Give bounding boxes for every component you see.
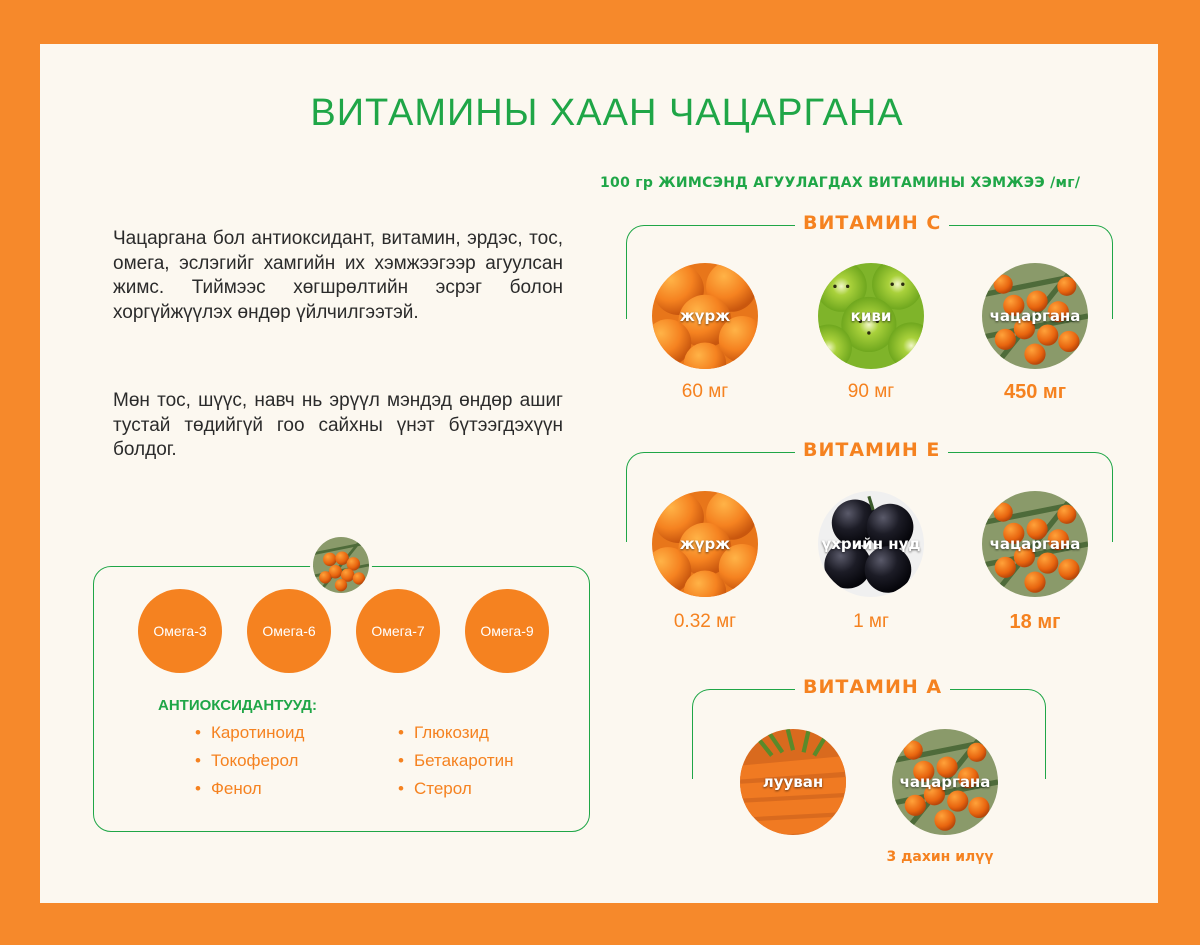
list-item: • Каротиноид bbox=[195, 719, 304, 747]
page-title: ВИТАМИНЫ ХААН ЧАЦАРГАНА bbox=[310, 92, 904, 134]
sea-buckthorn-icon bbox=[982, 263, 1088, 369]
intro-paragraph-1: Чацаргана бол антиоксидант, витамин, эрдэс, тос, омега, эслэгийг хамгийн их хэмжээгээр агуулсан жимс. Тиймээс хөгшрөлтийн эсрэг болон хоргүйжүүлэх өндөр үйлчилгээтэй. bbox=[113, 228, 563, 323]
fruit-label: жүрж bbox=[679, 534, 731, 553]
vitamin-chart-subtitle: 100 гр ЖИМСЭНД АГУУЛАГДАХ ВИТАМИНЫ ХЭМЖЭЭ /мг/ bbox=[600, 175, 1081, 191]
amount-blackcurrant-vitamin-e: 1 мг bbox=[853, 611, 889, 632]
orange-fruit-icon bbox=[652, 263, 758, 369]
intro-paragraph-2: Мөн тос, шүүс, навч нь эрүүл мэндэд өндөр ашиг тустай төдийгүй гоо сайхны үнэт бүтээгдэхүүн болдог. bbox=[113, 390, 563, 460]
omega-9-badge: Омега-9 bbox=[465, 589, 549, 673]
sea-buckthorn-icon bbox=[310, 534, 372, 596]
fruit-label: лууван bbox=[762, 772, 824, 791]
antioxidants-list-left bbox=[195, 719, 304, 803]
list-item: • Глюкозид bbox=[398, 719, 514, 747]
amount-seabuckthorn-vitamin-e: 18 мг bbox=[1009, 611, 1061, 633]
vitamin-a-label: ВИТАМИН А bbox=[795, 676, 950, 698]
fruit-label: чацаргана bbox=[989, 534, 1081, 553]
kiwi-fruit-icon bbox=[818, 263, 924, 369]
fruit-label: үхрийн нүд bbox=[821, 534, 921, 553]
list-item: • Фенол bbox=[195, 775, 304, 803]
sea-buckthorn-icon bbox=[982, 491, 1088, 597]
omega-3-badge: Омега-3 bbox=[138, 589, 222, 673]
fruit-label: жүрж bbox=[679, 306, 731, 325]
vitamin-e-label: ВИТАМИН Е bbox=[795, 439, 948, 461]
omega-6-badge: Омега-6 bbox=[247, 589, 331, 673]
amount-kiwi-vitamin-c: 90 мг bbox=[847, 381, 895, 402]
amount-orange-vitamin-c: 60 мг bbox=[681, 381, 729, 402]
carrot-icon bbox=[740, 729, 846, 835]
vitamin-a-note: 3 дахин илүү bbox=[886, 849, 994, 865]
list-item: • Бетакаротин bbox=[398, 747, 514, 775]
fruit-label: чацаргана bbox=[899, 772, 991, 791]
amount-orange-vitamin-e: 0.32 мг bbox=[673, 611, 737, 632]
antioxidants-list-right bbox=[398, 719, 514, 803]
sea-buckthorn-photo bbox=[313, 537, 369, 593]
list-item: • Стерол bbox=[398, 775, 514, 803]
fruit-label: чацаргана bbox=[989, 306, 1081, 325]
amount-seabuckthorn-vitamin-c: 450 мг bbox=[1003, 381, 1067, 403]
list-item: • Токоферол bbox=[195, 747, 304, 775]
blackcurrant-icon bbox=[818, 491, 924, 597]
antioxidants-title: АНТИОКСИДАНТУУД: bbox=[158, 697, 317, 714]
omega-7-badge: Омега-7 bbox=[356, 589, 440, 673]
fruit-label: киви bbox=[850, 306, 892, 325]
orange-fruit-icon bbox=[652, 491, 758, 597]
sea-buckthorn-icon bbox=[892, 729, 998, 835]
vitamin-c-label: ВИТАМИН С bbox=[795, 212, 949, 234]
